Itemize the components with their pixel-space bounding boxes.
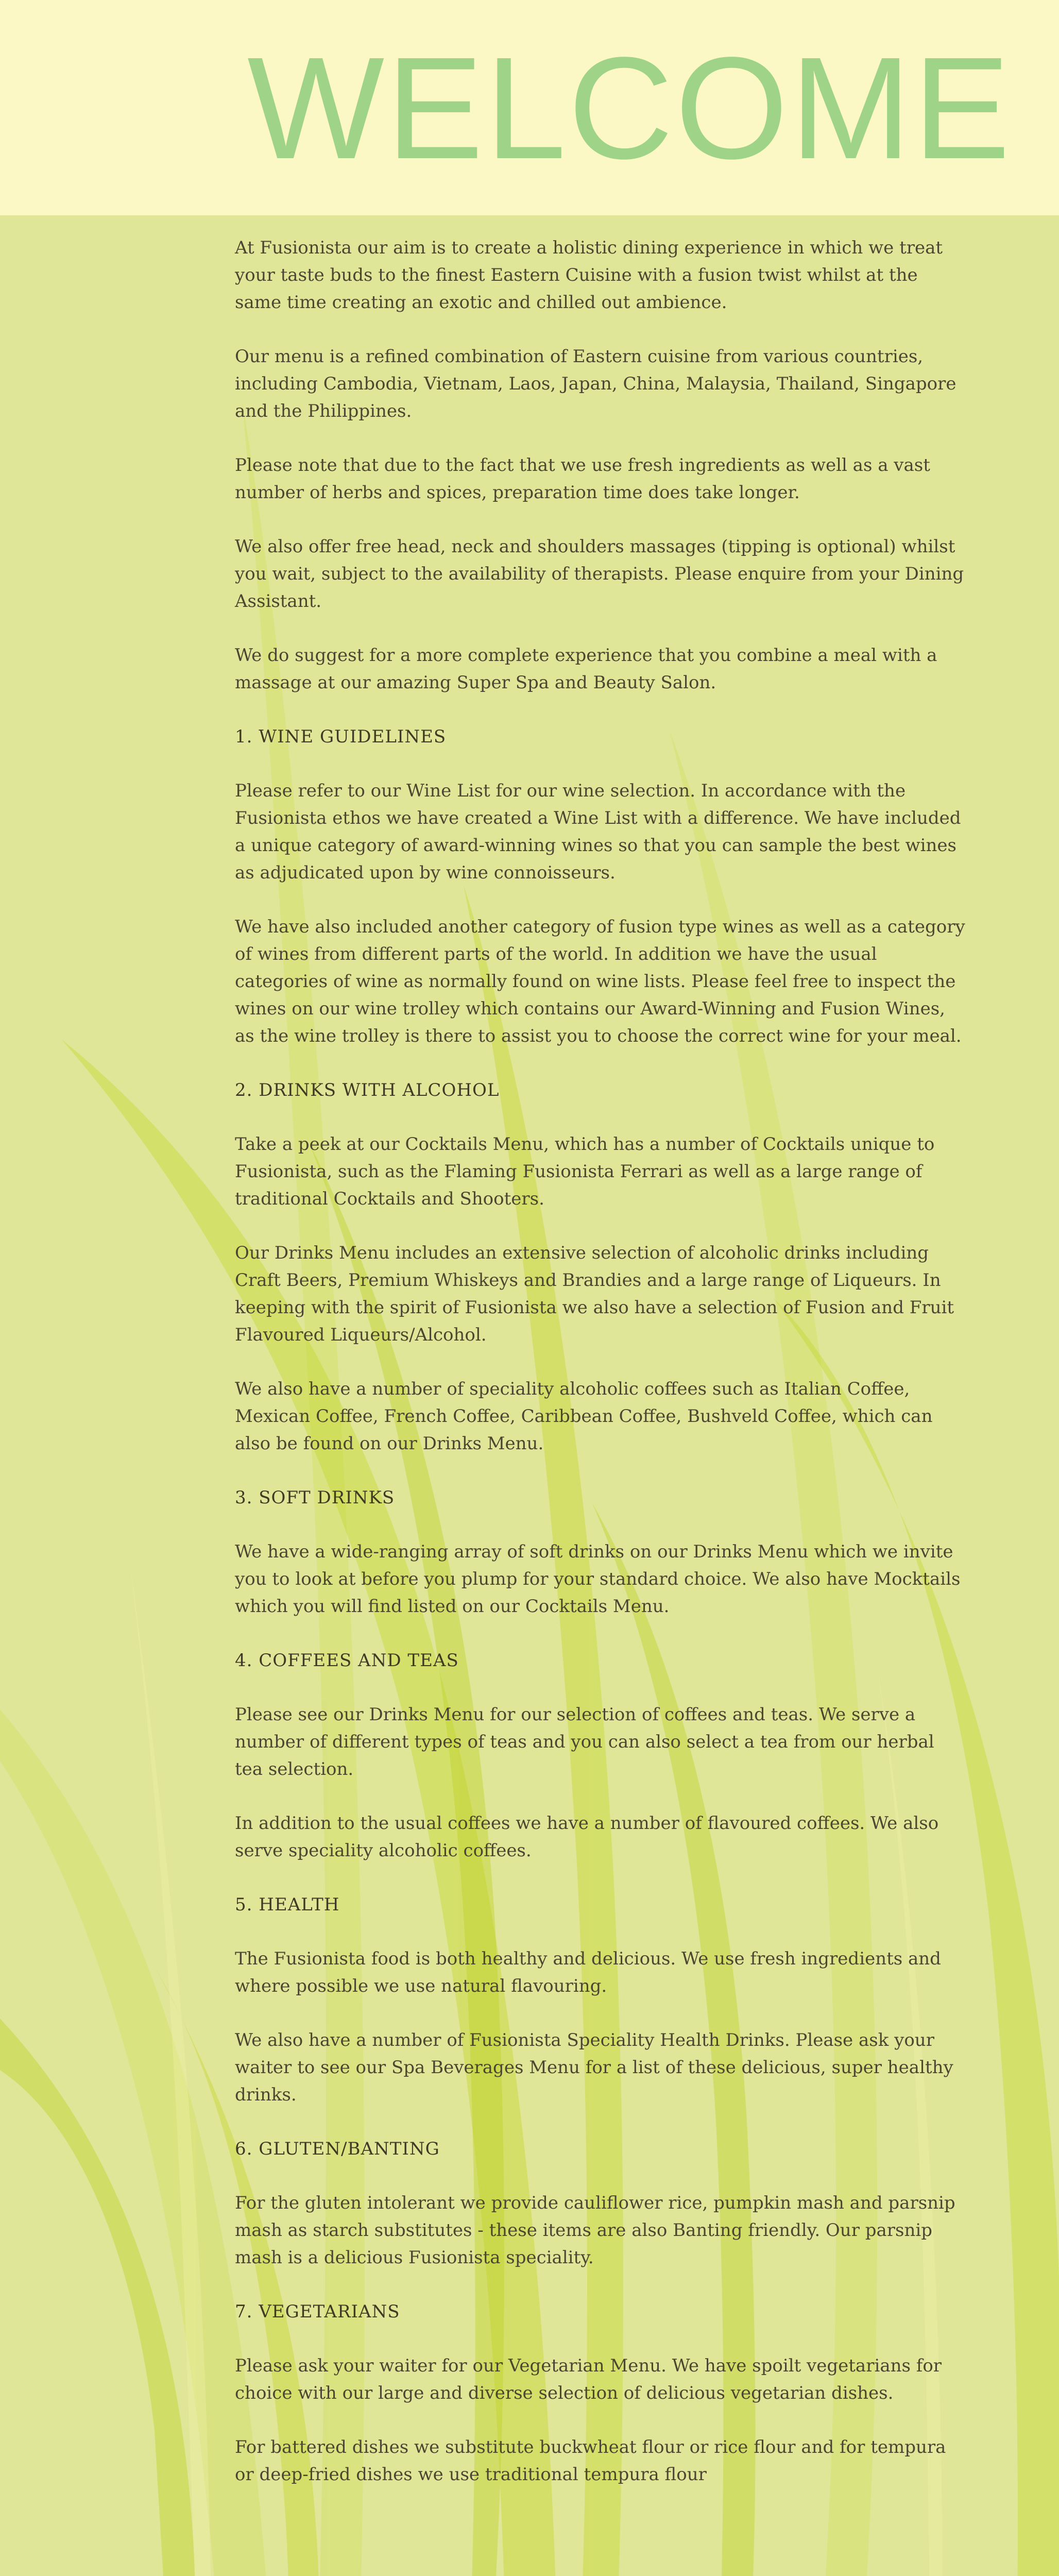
section-heading-vegetarians: 7. VEGETARIANS	[235, 2301, 400, 2322]
section-paragraph: For the gluten intolerant we provide cauliflower rice, pumpkin mash and parsnip mash as starch substitutes - these items are also Banting friendly. Our parsnip mash is a delicious Fusionista speciality.	[235, 2193, 955, 2268]
section-paragraph: We have also included another category of fusion type wines as well as a category of wines from different parts of the world. In addition we have the usual categories of wine as normally found on wine lists. Please feel free to inspect the wines on our wine trolley which contains our Award-Winning and Fusion Wines, as the wine trolley is there to assist you to choose the correct wine for your meal.	[235, 917, 965, 1046]
header-band	[0, 0, 1059, 215]
intro-paragraph: Please note that due to the fact that we use fresh ingredients as well as a vast number of herbs and spices, preparation time does take longer.	[235, 455, 930, 503]
section-paragraph: Take a peek at our Cocktails Menu, which has a number of Cocktails unique to Fusionista, such as the Flaming Fusionista Ferrari as well as a large range of traditional Cocktails and Shooters.	[235, 1134, 935, 1209]
section-paragraph: Our Drinks Menu includes an extensive selection of alcoholic drinks including Craft Beers, Premium Whiskeys and Brandies and a large range of Liqueurs. In keeping with the spirit of Fusionista we also have a selection of Fusion and Fruit Flavoured Liqueurs/Alcohol.	[235, 1243, 954, 1345]
intro-paragraph: We also offer free head, neck and shoulders massages (tipping is optional) whilst you wait, subject to the availability of therapists. Please enquire from your Dining Assistant.	[235, 536, 964, 612]
section-paragraph: We have a wide-ranging array of soft drinks on our Drinks Menu which we invite you to look at before you plump for your standard choice. We also have Mocktails which you will find listed on our Cocktails Menu.	[235, 1541, 961, 1617]
section-paragraph: Please see our Drinks Menu for our selection of coffees and teas. We serve a number of different types of teas and you can also select a tea from our herbal tea selection.	[235, 1704, 934, 1780]
section-heading-gluten-banting: 6. GLUTEN/BANTING	[235, 2139, 440, 2159]
section-paragraph: The Fusionista food is both healthy and delicious. We use fresh ingredients and where possible we use natural flavouring.	[235, 1948, 941, 1996]
page-title: WELCOME	[247, 27, 1013, 189]
section-heading-wine: 1. WINE GUIDELINES	[235, 726, 447, 747]
section-paragraph: We also have a number of Fusionista Speciality Health Drinks. Please ask your waiter to see our Spa Beverages Menu for a list of these delicious, super healthy drinks.	[235, 2030, 953, 2105]
section-paragraph: For battered dishes we substitute buckwheat flour or rice flour and for tempura or deep-fried dishes we use traditional tempura flour	[235, 2437, 946, 2485]
section-paragraph: We also have a number of speciality alcoholic coffees such as Italian Coffee, Mexican Coffee, French Coffee, Caribbean Coffee, Bushveld Coffee, which can also be found on our Drinks Menu.	[235, 1379, 933, 1454]
section-paragraph: Please refer to our Wine List for our wine selection. In accordance with the Fusionista ethos we have created a Wine List with a difference. We have included a unique category of award-winning wines so that you can sample the best wines as adjudicated upon by wine connoisseurs.	[235, 781, 961, 883]
section-heading-health: 5. HEALTH	[235, 1894, 340, 1915]
section-heading-drinks-alcohol: 2. DRINKS WITH ALCOHOL	[235, 1080, 500, 1100]
section-paragraph: Please ask your waiter for our Vegetarian Menu. We have spoilt vegetarians for choice with our large and diverse selection of delicious vegetarian dishes.	[235, 2355, 942, 2403]
section-heading-coffees-teas: 4. COFFEES AND TEAS	[235, 1650, 459, 1671]
section-paragraph: In addition to the usual coffees we have a number of flavoured coffees. We also serve speciality alcoholic coffees.	[235, 1813, 939, 1861]
intro-paragraph: At Fusionista our aim is to create a holistic dining experience in which we treat your taste buds to the finest Eastern Cuisine with a fusion twist whilst at the same time creating an exotic and chilled out ambience.	[235, 238, 943, 313]
intro-paragraph: Our menu is a refined combination of Eastern cuisine from various countries, including Cambodia, Vietnam, Laos, Japan, China, Malaysia, Thailand, Singapore and the Philippines.	[235, 346, 956, 421]
menu-content	[235, 234, 966, 2515]
intro-paragraph: We do suggest for a more complete experience that you combine a meal with a massage at our amazing Super Spa and Beauty Salon.	[235, 645, 937, 693]
section-heading-soft-drinks: 3. SOFT DRINKS	[235, 1487, 395, 1508]
